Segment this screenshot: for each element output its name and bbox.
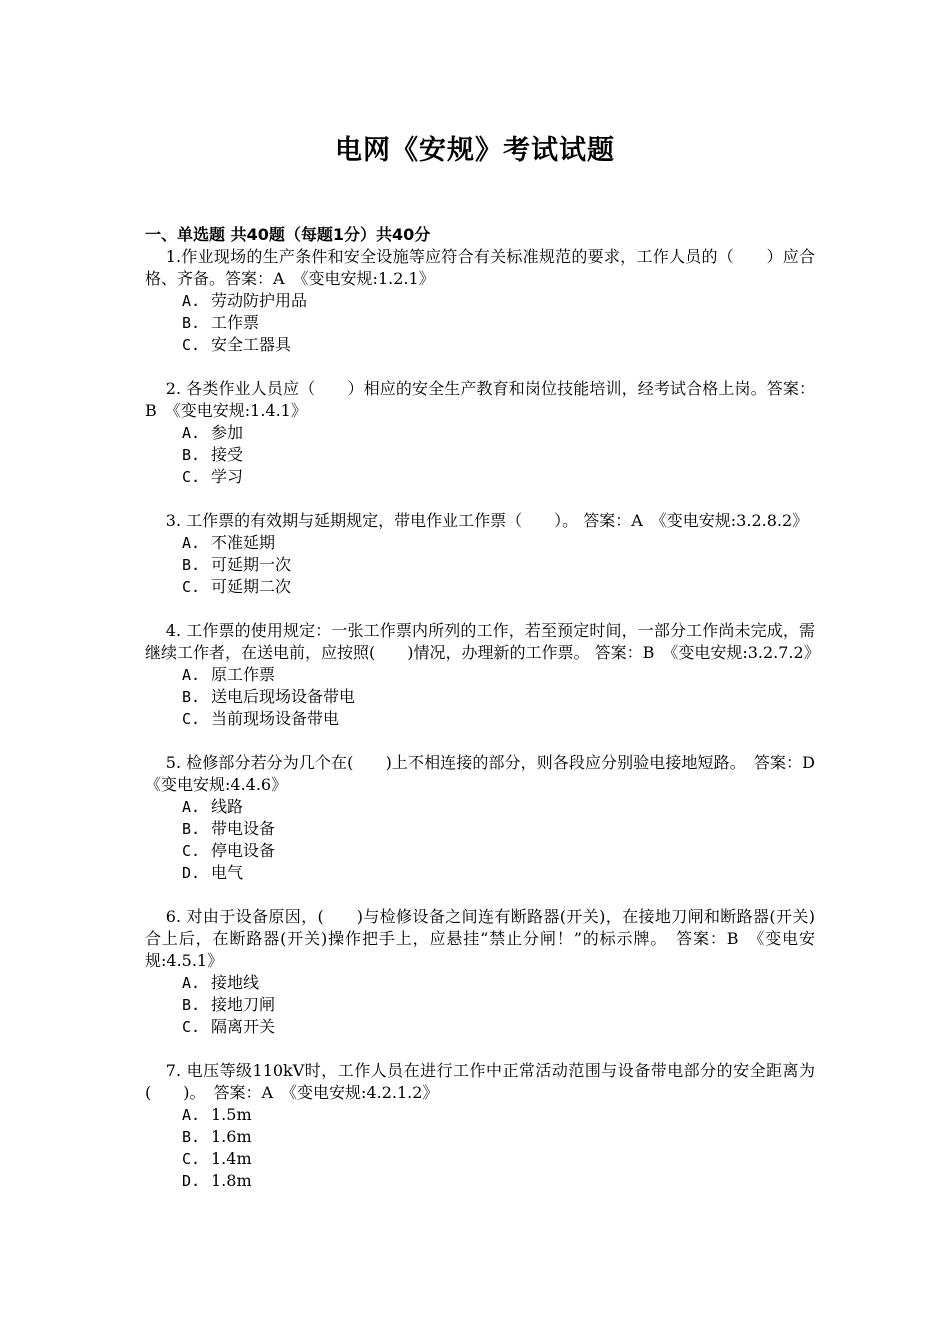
option-text: 1.5m [211, 1105, 252, 1124]
option-d [145, 1170, 815, 1192]
option-letter: B. [182, 820, 201, 838]
option-text: 停电设备 [211, 841, 276, 860]
option-text: 接受 [211, 445, 244, 464]
option-text: 工作票 [211, 313, 260, 332]
option-c [145, 840, 815, 862]
option-letter: C. [182, 578, 201, 596]
option-text: 1.8m [211, 1171, 252, 1190]
question-stem: 3. 工作票的有效期与延期规定，带电作业工作票（ ）。 答案：A 《变电安规:3.2.8.2》 [165, 511, 809, 530]
question-stem: 7. 电压等级110kV时，工作人员在进行工作中正常活动范围与设备带电部分的安全距离为( )。 答案：A 《变电安规:4.2.1.2》 [145, 1061, 815, 1102]
option-text: 接地线 [211, 973, 260, 992]
option-list [145, 1104, 815, 1192]
option-letter: C. [182, 468, 201, 486]
option-text: 当前现场设备带电 [211, 709, 340, 728]
option-text: 隔离开关 [211, 1017, 276, 1036]
option-letter: D. [182, 864, 201, 882]
exam-content [145, 224, 832, 1214]
option-d [145, 862, 815, 884]
option-letter: B. [182, 314, 201, 332]
option-b [145, 554, 815, 576]
option-b [145, 312, 815, 334]
question-stem: 5. 检修部分若分为几个在( )上不相连接的部分，则各段应分别验电接地短路。 答案：D 《变电安规:4.4.6》 [145, 753, 832, 794]
option-list [145, 422, 815, 488]
option-a [145, 532, 815, 554]
option-text: 安全工器具 [211, 335, 292, 354]
option-letter: B. [182, 1128, 201, 1146]
option-a [145, 796, 815, 818]
option-c [145, 334, 815, 356]
option-b [145, 1126, 815, 1148]
option-b [145, 444, 815, 466]
question-stem: 1.作业现场的生产条件和安全设施等应符合有关标准规范的要求，工作人员的（ ）应合格、齐备。答案：A 《变电安规:1.2.1》 [145, 247, 815, 288]
option-text: 劳动防护用品 [211, 291, 308, 310]
option-letter: B. [182, 556, 201, 574]
option-letter: A. [182, 666, 201, 684]
question-stem: 2. 各类作业人员应（ ）相应的安全生产教育和岗位技能培训，经考试合格上岗。答案：B 《变电安规:1.4.1》 [145, 379, 815, 420]
option-b [145, 994, 815, 1016]
option-text: 可延期一次 [211, 555, 292, 574]
option-b [145, 686, 815, 708]
option-letter: A. [182, 974, 201, 992]
option-b [145, 818, 815, 840]
question-5 [145, 752, 832, 884]
option-text: 线路 [211, 797, 244, 816]
option-c [145, 466, 815, 488]
option-text: 接地刀闸 [211, 995, 276, 1014]
option-a [145, 1104, 815, 1126]
question-6 [145, 906, 815, 1038]
option-letter: A. [182, 798, 201, 816]
option-a [145, 972, 815, 994]
section-heading: 一、单选题 共40题（每题1分）共40分 [145, 225, 431, 244]
option-letter: D. [182, 1172, 201, 1190]
option-letter: A. [182, 292, 201, 310]
option-text: 不准延期 [211, 533, 276, 552]
page-title: 电网《安规》考试试题 [335, 135, 615, 166]
option-letter: A. [182, 1106, 201, 1124]
option-text: 1.4m [211, 1149, 252, 1168]
option-c [145, 708, 815, 730]
option-letter: C. [182, 842, 201, 860]
question-3 [145, 510, 815, 598]
option-text: 1.6m [211, 1127, 252, 1146]
option-list [145, 796, 815, 884]
question-1 [145, 246, 815, 356]
question-4 [145, 620, 820, 730]
option-a [145, 422, 815, 444]
option-letter: C. [182, 1150, 201, 1168]
option-a [145, 664, 815, 686]
option-text: 电气 [211, 863, 244, 882]
option-text: 带电设备 [211, 819, 276, 838]
option-letter: B. [182, 446, 201, 464]
option-list [145, 972, 815, 1038]
option-c [145, 1148, 815, 1170]
option-letter: A. [182, 424, 201, 442]
option-letter: C. [182, 336, 201, 354]
option-text: 学习 [211, 467, 244, 486]
question-stem: 6. 对由于设备原因，( )与检修设备之间连有断路器(开关)，在接地刀闸和断路器(开关)合上后，在断路器(开关)操作把手上，应悬挂“禁止分闸！”的标示牌。 答案：B 《变电安规:4.5.1》 [145, 907, 815, 970]
option-letter: C. [182, 710, 201, 728]
option-a [145, 290, 815, 312]
option-letter: B. [182, 996, 201, 1014]
option-letter: A. [182, 534, 201, 552]
option-text: 送电后现场设备带电 [211, 687, 356, 706]
question-7 [145, 1060, 815, 1192]
option-list [145, 664, 815, 730]
option-c [145, 1016, 815, 1038]
option-text: 可延期二次 [211, 577, 292, 596]
option-text: 参加 [211, 423, 244, 442]
option-c [145, 576, 815, 598]
question-stem: 4. 工作票的使用规定：一张工作票内所列的工作，若至预定时间，一部分工作尚未完成，需继续工作者，在送电前，应按照( )情况，办理新的工作票。 答案：B 《变电安规:3.2.7.2》 [145, 621, 820, 662]
question-2 [145, 378, 815, 488]
option-letter: B. [182, 688, 201, 706]
option-letter: C. [182, 1018, 201, 1036]
option-list [145, 290, 815, 356]
option-text: 原工作票 [211, 665, 276, 684]
option-list [145, 532, 815, 598]
